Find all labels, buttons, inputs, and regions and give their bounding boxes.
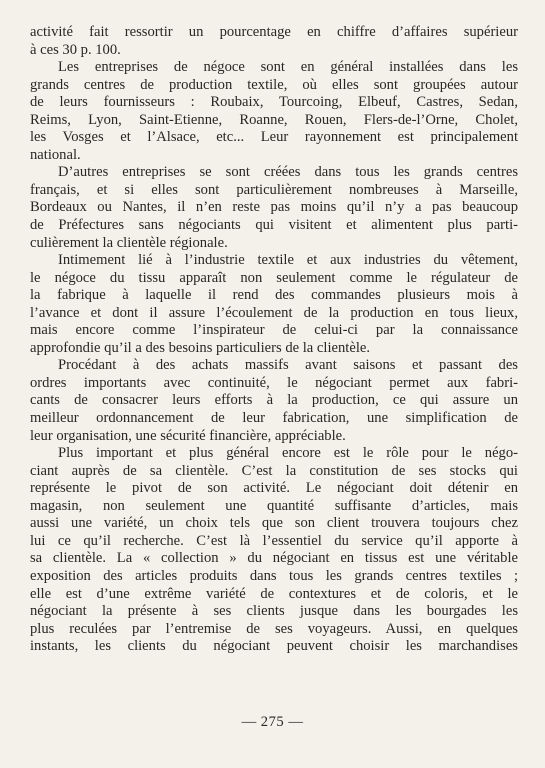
- text-line: Bordeaux ou Nantes, il n’en reste pas moins qu’il n’y a pas beaucoup: [30, 199, 518, 216]
- text-line: de leurs fournisseurs : Roubaix, Tourcoing, Elbeuf, Castres, Sedan,: [30, 94, 518, 111]
- text-line: de Préfectures sans négociants qui visitent et alimentent plus parti-: [30, 217, 518, 234]
- text-line: l’avance et dont il assure l’écoulement de la production en tous lieux,: [30, 304, 518, 321]
- paragraph: [30, 59, 518, 164]
- paragraph: [30, 164, 518, 252]
- text-line: mais encore comme l’inspirateur de celui-ci par la connaissance: [30, 322, 518, 339]
- body-text: [30, 24, 518, 656]
- text-line: représente le pivot de son activité. Le négociant doit détenir en: [30, 480, 518, 497]
- text-line: grands centres de production textile, où elles sont groupées autour: [30, 76, 518, 93]
- text-line: à ces 30 p. 100.: [30, 41, 121, 58]
- text-line: les Vosges et l’Alsace, etc... Leur rayonnement est principalement: [30, 129, 518, 146]
- text-line: sa clientèle. La « collection » du négociant en tissus est une véritable: [30, 550, 518, 567]
- text-line: ordres importants avec continuité, le négociant permet aux fabri-: [30, 374, 518, 391]
- text-line: négociant la présente à ses clients jusque dans les bourgades les: [30, 603, 518, 620]
- text-line: national.: [30, 146, 81, 163]
- text-line: ciant auprès de sa clientèle. C’est la constitution de ses stocks qui: [30, 462, 518, 479]
- text-line: magasin, non seulement une quantité suffisante d’articles, mais: [30, 497, 518, 514]
- text-line: plus reculées par l’entremise de ses voyageurs. Aussi, en quelques: [30, 620, 518, 637]
- text-line: le négoce du tissu apparaît non seulement comme le régulateur de: [30, 269, 518, 286]
- paragraph: [30, 357, 518, 445]
- text-line: instants, les clients du négociant peuvent choisir les marchandises: [30, 638, 518, 655]
- text-line: Plus important et plus général encore est le rôle pour le négo-: [58, 445, 518, 462]
- text-line: Reims, Lyon, Saint-Etienne, Roanne, Rouen, Flers-de-l’Orne, Cholet,: [30, 111, 518, 128]
- text-line: culièrement la clientèle régionale.: [30, 234, 228, 251]
- paragraph: [30, 24, 518, 59]
- text-line: aussi une variété, un choix tels que son client trouvera toujours chez: [30, 515, 518, 532]
- text-line: elle est d’une extrême variété de contextures et de coloris, et le: [30, 585, 518, 602]
- text-line: Intimement lié à l’industrie textile et aux industries du vêtement,: [58, 252, 518, 269]
- text-line: cants de consacrer leurs efforts à la production, ce qui assure un: [30, 392, 518, 409]
- text-line: exposition des articles produits dans tous les grands centres textiles ;: [30, 567, 518, 584]
- text-line: Les entreprises de négoce sont en général installées dans les: [58, 59, 518, 76]
- text-line: leur organisation, une sécurité financière, appréciable.: [30, 427, 346, 444]
- page-number: — 275 —: [241, 714, 304, 730]
- text-line: approfondie qu’il a des besoins particuliers de la clientèle.: [30, 339, 370, 356]
- text-line: lui ce qu’il recherche. C’est là l’essentiel du service qu’il apporte à: [30, 532, 518, 549]
- text-line: Procédant à des achats massifs avant saisons et passant des: [58, 357, 518, 374]
- paragraph: [30, 252, 518, 357]
- text-line: meilleur ordonnancement de leur fabrication, une simplification de: [30, 410, 518, 427]
- text-line: D’autres entreprises se sont créées dans tous les grands centres: [58, 164, 518, 181]
- text-line: français, et si elles sont particulièrement nombreuses à Marseille,: [30, 181, 518, 198]
- paragraph: [30, 445, 518, 656]
- text-line: la fabrique à laquelle il rend des commandes plusieurs mois à: [30, 287, 518, 304]
- text-line: activité fait ressortir un pourcentage en chiffre d’affaires supérieur: [30, 24, 518, 40]
